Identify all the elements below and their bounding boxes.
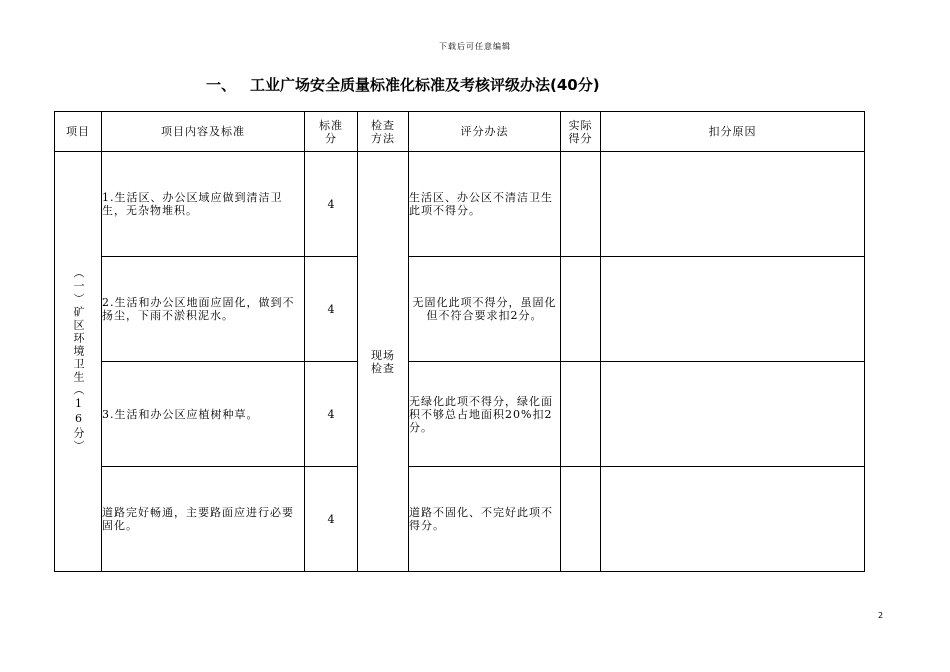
score-cell: 4 xyxy=(305,257,358,362)
table-row xyxy=(55,362,865,467)
actual-score-cell xyxy=(561,257,601,362)
standards-table xyxy=(54,111,865,572)
header-cell: 项目 xyxy=(55,112,102,152)
scoring-method-cell: 无绿化此项不得分，绿化面积不够总占地面积20%扣2分。 xyxy=(409,362,561,467)
header-cell: 项目内容及标准 xyxy=(102,112,305,152)
category-cell xyxy=(55,152,102,572)
score-cell: 4 xyxy=(305,467,358,572)
header-cell: 扣分原因 xyxy=(601,112,865,152)
document-title xyxy=(206,74,600,95)
category-label: （一）矿区环境卫生（16分） xyxy=(72,267,85,453)
check-method-label: 现场检查 xyxy=(371,348,395,375)
header-cell: 评分办法 xyxy=(409,112,561,152)
deduction-reason-cell xyxy=(601,152,865,257)
actual-score-cell xyxy=(561,362,601,467)
title-number: 一、 xyxy=(206,76,237,94)
title-text: 工业广场安全质量标准化标准及考核评级办法(40分) xyxy=(250,76,600,94)
score-cell: 4 xyxy=(305,152,358,257)
actual-score-cell xyxy=(561,152,601,257)
header-note: 下载后可任意编辑 xyxy=(439,42,511,51)
deduction-reason-cell xyxy=(601,257,865,362)
scoring-method-cell: 无固化此项不得分，虽固化但不符合要求扣2分。 xyxy=(409,257,561,362)
deduction-reason-cell xyxy=(601,362,865,467)
deduction-reason-cell xyxy=(601,467,865,572)
header-cell: 实际得分 xyxy=(561,112,601,152)
header-cell: 标准分 xyxy=(305,112,358,152)
content-cell: 1.生活区、办公区域应做到清洁卫生，无杂物堆积。 xyxy=(102,152,305,257)
scoring-method-cell: 生活区、办公区不清洁卫生此项不得分。 xyxy=(409,152,561,257)
table-row xyxy=(55,257,865,362)
content-cell: 2.生活和办公区地面应固化，做到不扬尘，下雨不淤积泥水。 xyxy=(102,257,305,362)
table-row xyxy=(55,152,865,257)
content-cell: 3.生活和办公区应植树种草。 xyxy=(102,362,305,467)
page-number: 2 xyxy=(878,611,884,620)
scoring-method-cell: 道路不固化、不完好此项不得分。 xyxy=(409,467,561,572)
check-method-cell xyxy=(358,152,409,572)
content-cell: 道路完好畅通，主要路面应进行必要固化。 xyxy=(102,467,305,572)
actual-score-cell xyxy=(561,467,601,572)
table-row xyxy=(55,467,865,572)
table-header-row xyxy=(55,112,865,152)
header-cell: 检查方法 xyxy=(358,112,409,152)
score-cell: 4 xyxy=(305,362,358,467)
